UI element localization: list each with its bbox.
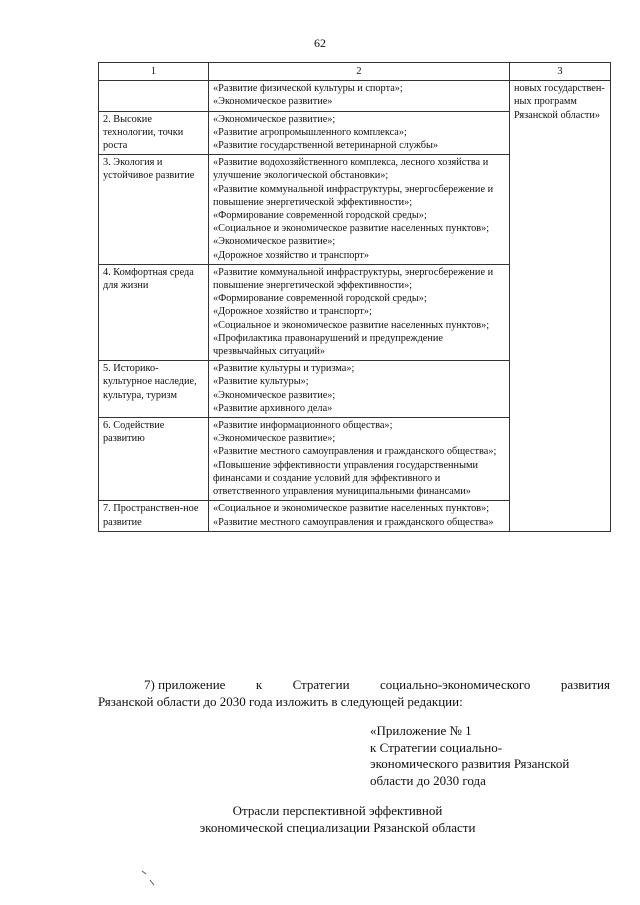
section-heading bbox=[0, 802, 640, 836]
direction-cell: 7. Пространствен-ное развитие bbox=[99, 501, 209, 531]
column-3-cell: новых государствен-ных программ Рязанской области» bbox=[510, 81, 611, 532]
program-item: «Дорожное хозяйство и транспорт»; bbox=[213, 306, 372, 318]
appendix-line: области до 2030 года bbox=[370, 772, 486, 788]
program-item: «Социальное и экономическое развитие населенных пунктов»; bbox=[213, 223, 490, 235]
program-item: «Развитие коммунальной инфраструктуры, энергосбережение и повышение энергетической эффективности»; bbox=[213, 183, 494, 208]
appendix-line: к Стратегии социально- bbox=[370, 739, 503, 755]
table-row bbox=[99, 81, 611, 111]
header-col-3: 3 bbox=[510, 63, 611, 81]
program-item: «Экономическое развитие»; bbox=[213, 433, 336, 445]
program-item: «Экономическое развитие» bbox=[213, 96, 333, 108]
paragraph-word: к bbox=[255, 677, 263, 692]
header-col-2: 2 bbox=[209, 63, 510, 81]
page-number: 62 bbox=[314, 36, 326, 50]
stray-mark-icon bbox=[140, 868, 160, 888]
program-item: «Развитие местного самоуправления и гражданского общества»; bbox=[213, 446, 497, 458]
direction-cell: 4. Комфортная среда для жизни bbox=[99, 264, 209, 360]
programs-cell bbox=[209, 111, 510, 155]
program-item: «Формирование современной городской среды»; bbox=[213, 293, 427, 305]
programs-cell bbox=[209, 361, 510, 418]
appendix-line: экономического развития Рязанской bbox=[370, 756, 570, 771]
paragraph-word: развития bbox=[560, 677, 610, 692]
direction-cell: 2. Высокие технологии, точки роста bbox=[99, 111, 209, 155]
table-header-row bbox=[99, 63, 611, 81]
direction-cell: 6. Содействие развитию bbox=[99, 418, 209, 501]
heading-line: экономической специализации Рязанской области bbox=[199, 820, 476, 835]
program-item: «Развитие местного самоуправления и гражданского общества» bbox=[213, 516, 494, 528]
program-item: «Формирование современной городской среды»; bbox=[213, 210, 427, 222]
paragraph-line-2: Рязанской области до 2030 года изложить в следующей редакции: bbox=[98, 694, 463, 709]
program-item: «Экономическое развитие»; bbox=[213, 236, 336, 248]
program-item: «Социальное и экономическое развитие населенных пунктов»; bbox=[213, 503, 490, 515]
paragraph-word: 7) приложение bbox=[144, 677, 226, 692]
amendment-paragraph bbox=[98, 676, 610, 710]
programs-cell bbox=[209, 418, 510, 501]
program-item: «Дорожное хозяйство и транспорт» bbox=[213, 249, 370, 261]
program-item: «Развитие культуры и туризма»; bbox=[213, 363, 355, 375]
heading-line: Отрасли перспективной эффективной bbox=[232, 803, 443, 818]
program-item: «Повышение эффективности управления государственными финансами и создание условий для эффективного и ответственного управления муниципальными финансами» bbox=[213, 459, 479, 498]
program-item: «Развитие физической культуры и спорта»; bbox=[213, 83, 403, 95]
direction-cell: 5. Историко-культурное наследие, культура, туризм bbox=[99, 361, 209, 418]
paragraph-word: социально-экономического bbox=[379, 677, 531, 692]
program-item: «Профилактика правонарушений и предупреждение чрезвычайных ситуаций» bbox=[213, 332, 443, 358]
program-item: «Экономическое развитие»; bbox=[213, 113, 336, 125]
program-item: «Развитие государственной ветеринарной службы» bbox=[213, 140, 439, 152]
programs-cell bbox=[209, 501, 510, 531]
direction-cell bbox=[99, 81, 209, 111]
program-item: «Экономическое развитие»; bbox=[213, 389, 336, 401]
program-item: «Развитие водохозяйственного комплекса, лесного хозяйства и улучшение экологической обстановки»; bbox=[213, 157, 489, 182]
program-item: «Развитие коммунальной инфраструктуры, энергосбережение и повышение энергетической эффективности»; bbox=[213, 266, 494, 292]
program-item: «Развитие информационного общества»; bbox=[213, 420, 393, 432]
program-item: «Развитие культуры»; bbox=[213, 376, 309, 388]
paragraph-word: Стратегии bbox=[292, 677, 350, 692]
header-col-1: 1 bbox=[99, 63, 209, 81]
strategy-table bbox=[98, 62, 611, 532]
appendix-line: «Приложение № 1 bbox=[370, 723, 472, 738]
program-item: «Развитие архивного дела» bbox=[213, 402, 333, 414]
programs-cell bbox=[209, 264, 510, 360]
direction-cell: 3. Экология и устойчивое развитие bbox=[99, 155, 209, 265]
paragraph-line-1 bbox=[98, 676, 610, 693]
program-item: «Развитие агропромышленного комплекса»; bbox=[213, 126, 407, 138]
programs-cell bbox=[209, 155, 510, 265]
program-item: «Социальное и экономическое развитие населенных пунктов»; bbox=[213, 319, 490, 331]
programs-cell bbox=[209, 81, 510, 111]
appendix-reference bbox=[370, 723, 620, 789]
